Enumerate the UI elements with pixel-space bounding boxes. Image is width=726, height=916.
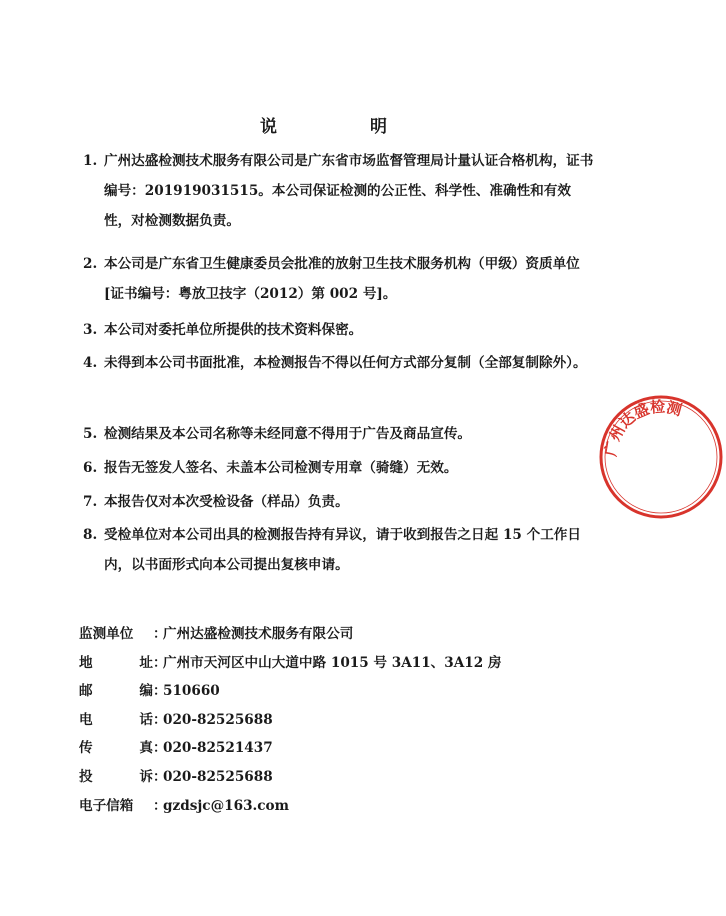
notice-item-text: 本公司是广东省卫生健康委员会批准的放射卫生技术服务机构（甲级）资质单位[证书编号：粤放卫技字（2012）第 002 号]。 bbox=[104, 256, 580, 302]
colon: ： bbox=[153, 797, 167, 814]
address-label-char: 址 bbox=[139, 654, 153, 671]
notice-item-number: 8. bbox=[83, 527, 98, 543]
email-value: gzdsjc@163.com bbox=[163, 797, 290, 814]
complaint-label-char: 投 bbox=[79, 768, 93, 785]
notice-item-text: 未得到本公司书面批准，本检测报告不得以任何方式部分复制（全部复制除外）。 bbox=[104, 355, 587, 371]
notice-item-number: 3. bbox=[83, 322, 98, 338]
notice-item-number: 1. bbox=[83, 153, 98, 169]
address-label-char: 地 bbox=[79, 654, 93, 671]
address-value: 广州市天河区中山大道中路 1015 号 3A11、3A12 房 bbox=[163, 654, 502, 671]
complaint-value: 020-82525688 bbox=[163, 768, 273, 785]
notice-item-text: 受检单位对本公司出具的检测报告持有异议，请于收到报告之日起 15 个工作日内，以书面形式向本公司提出复核申请。 bbox=[104, 527, 581, 573]
phone-label bbox=[79, 706, 153, 735]
postcode-label bbox=[79, 677, 153, 706]
seal-text: 广州达盛检测 bbox=[601, 397, 684, 458]
complaint-label-char: 诉 bbox=[139, 768, 153, 785]
postcode-value: 510660 bbox=[163, 683, 220, 700]
postcode-label-char: 邮 bbox=[79, 683, 93, 700]
phone-label-char: 电 bbox=[79, 711, 93, 728]
colon: ： bbox=[153, 654, 167, 671]
phone-label-char: 话 bbox=[139, 711, 153, 728]
notice-item-text: 检测结果及本公司名称等未经同意不得用于广告及商品宣传。 bbox=[104, 426, 472, 442]
address-label bbox=[79, 649, 153, 678]
page-title: 说 明 bbox=[260, 117, 425, 137]
notice-item-number: 2. bbox=[83, 256, 98, 272]
contact-row-email bbox=[79, 792, 559, 821]
notice-item-4 bbox=[83, 348, 598, 378]
notice-item-text: 本报告仅对本次受检设备（样品）负责。 bbox=[104, 494, 349, 510]
email-label: 电子信箱 bbox=[79, 797, 134, 814]
colon: ： bbox=[153, 683, 167, 700]
notice-item-number: 6. bbox=[83, 460, 98, 476]
notice-item-text: 广州达盛检测技术服务有限公司是广东省市场监督管理局计量认证合格机构，证书编号：201919031515。本公司保证检测的公正性、科学性、准确性和有效性，对检测数据负责。 bbox=[104, 153, 594, 229]
notice-item-number: 5. bbox=[83, 426, 98, 442]
notice-item-5 bbox=[83, 419, 598, 449]
contact-row-complaint bbox=[79, 763, 559, 792]
fax-label-char: 真 bbox=[139, 740, 153, 757]
notice-item-6 bbox=[83, 453, 598, 483]
colon: ： bbox=[153, 740, 167, 757]
notice-item-1 bbox=[83, 146, 598, 236]
notice-item-7 bbox=[83, 487, 598, 517]
contact-row-postcode bbox=[79, 677, 559, 706]
colon: ： bbox=[153, 768, 167, 785]
notice-item-3 bbox=[83, 315, 598, 345]
contact-row-phone bbox=[79, 706, 559, 735]
contact-block bbox=[79, 620, 559, 820]
unit-value: 广州达盛检测技术服务有限公司 bbox=[163, 626, 354, 642]
notice-item-2 bbox=[83, 249, 598, 309]
postcode-label-char: 编 bbox=[139, 683, 153, 700]
fax-label bbox=[79, 734, 153, 763]
unit-label: 监测单位 bbox=[79, 626, 134, 642]
fax-value: 020-82521437 bbox=[163, 740, 273, 757]
notice-item-text: 本公司对委托单位所提供的技术资料保密。 bbox=[104, 322, 363, 338]
notice-item-text: 报告无签发人签名、未盖本公司检测专用章（骑缝）无效。 bbox=[104, 460, 458, 476]
fax-label-char: 传 bbox=[79, 740, 93, 757]
colon: ： bbox=[153, 711, 167, 728]
company-seal-stamp bbox=[596, 392, 726, 522]
notice-item-8 bbox=[83, 520, 598, 580]
colon: ： bbox=[153, 626, 167, 642]
contact-row-address bbox=[79, 649, 559, 678]
contact-row-unit bbox=[79, 620, 559, 649]
contact-row-fax bbox=[79, 734, 559, 763]
phone-value: 020-82525688 bbox=[163, 711, 273, 728]
notice-item-number: 4. bbox=[83, 355, 98, 371]
complaint-label bbox=[79, 763, 153, 792]
notice-item-number: 7. bbox=[83, 494, 98, 510]
